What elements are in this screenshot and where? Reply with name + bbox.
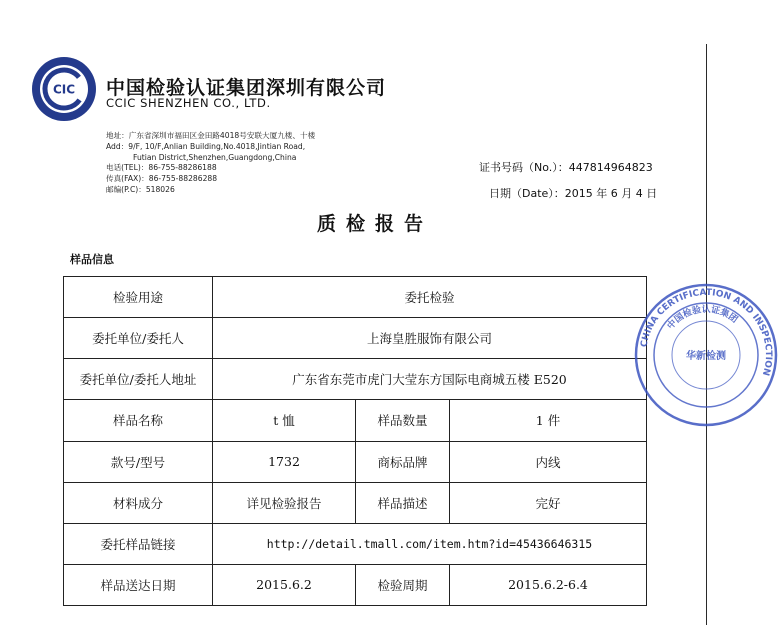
- table-row: [64, 400, 647, 441]
- sample-description-value: 完好: [450, 482, 647, 523]
- inspection-period-value: 2015.6.2-6.4: [450, 564, 647, 605]
- svg-text:中国检验认证集团: [664, 303, 740, 332]
- sample-quantity-value: 1 件: [450, 400, 647, 441]
- inspection-stamp: [631, 280, 781, 430]
- model-label: 款号/型号: [64, 441, 213, 482]
- certificate-date: 2015 年 6 月 4 日: [564, 187, 658, 200]
- stamp-text-inner: 中国检验认证集团: [665, 304, 740, 332]
- delivery-date-label: 样品送达日期: [64, 564, 213, 605]
- certificate-number-label: 证书号码（No.）：: [479, 161, 569, 174]
- model-value: 1732: [213, 441, 356, 482]
- certificate-date-row: [479, 181, 657, 207]
- table-row: [64, 359, 647, 400]
- certificate-number: 447814964823: [568, 161, 653, 174]
- sample-name-value: t 恤: [213, 400, 356, 441]
- sample-name-label: 样品名称: [64, 400, 213, 441]
- client-address-label: 委托单位/委托人地址: [64, 359, 213, 400]
- certificate-number-row: [479, 155, 657, 181]
- address-line-en-1: Add：9/F, 10/F,Anlian Building,No.4018,Jintian Road,: [106, 141, 306, 151]
- table-row: [64, 564, 647, 605]
- brand-label: 商标品牌: [356, 441, 450, 482]
- certificate-info: [479, 155, 657, 207]
- ccic-logo: [30, 55, 98, 123]
- brand-value: 内线: [450, 441, 647, 482]
- client-value: 上海皇胜服饰有限公司: [213, 318, 647, 359]
- address-line-en-2: Futian District,Shenzhen,Guangdong,China: [133, 152, 297, 162]
- delivery-date-value: 2015.6.2: [213, 564, 356, 605]
- company-name-cn: 中国检验认证集团深圳有限公司: [106, 77, 387, 99]
- sample-description-label: 样品描述: [356, 482, 450, 523]
- sample-quantity-label: 样品数量: [356, 400, 450, 441]
- client-label: 委托单位/委托人: [64, 318, 213, 359]
- table-row: [64, 523, 647, 564]
- logo-text: CIC: [52, 82, 76, 97]
- document-title: 质检报告: [316, 213, 433, 235]
- table-row: [64, 441, 647, 482]
- section-title: 样品信息: [70, 253, 114, 266]
- purpose-label: 检验用途: [64, 277, 213, 318]
- telephone: 电话(TEL)：86-755-88286188: [106, 163, 217, 173]
- sample-link-value: http://detail.tmall.com/item.htm?id=45436646315: [213, 523, 647, 564]
- company-address-block: [106, 131, 315, 196]
- client-address-value: 广东省东莞市虎门大莹东方国际电商城五楼 E520: [213, 359, 647, 400]
- postcode: 邮编(P.C)：518026: [106, 184, 175, 194]
- material-label: 材料成分: [64, 482, 213, 523]
- address-line-cn: 地址：广东省深圳市福田区金田路4018号安联大厦九楼、十楼: [106, 131, 316, 140]
- material-value: 详见检验报告: [213, 482, 356, 523]
- sample-info-table: [63, 276, 647, 606]
- inspection-period-label: 检验周期: [356, 564, 450, 605]
- certificate-date-label: 日期（Date）：: [489, 187, 565, 200]
- fax: 传真(FAX)：86-755-88286288: [106, 174, 218, 184]
- stamp-text-center: 华新检测: [686, 351, 726, 362]
- stamp-text-outer: CHINA CERTIFICATION AND INSPECTION: [639, 287, 774, 377]
- table-row: [64, 277, 647, 318]
- purpose-value: 委托检验: [213, 277, 647, 318]
- company-name-en: CCIC SHENZHEN CO., LTD.: [106, 96, 271, 110]
- table-row: [64, 482, 647, 523]
- sample-link-label: 委托样品链接: [64, 523, 213, 564]
- table-row: [64, 318, 647, 359]
